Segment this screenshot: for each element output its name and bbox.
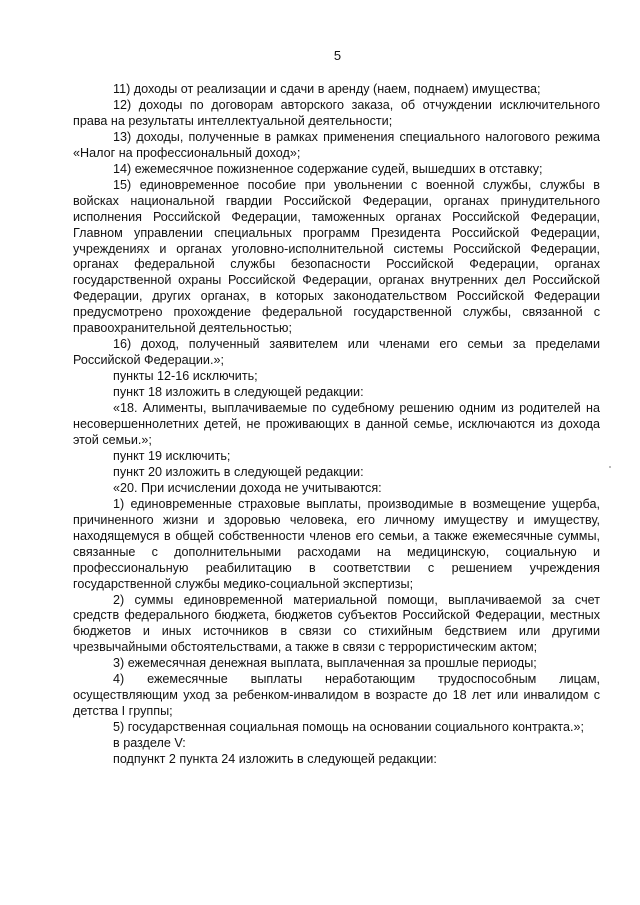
paragraph-subitem-4: 4) ежемесячные выплаты неработающим трудоспособным лицам, осуществляющим уход за ребенком-инвалидом в возрасте до 18 лет или инвалидом с детства I группы; [73, 672, 600, 719]
paragraph-section-v: в разделе V: [113, 736, 186, 751]
paragraph-subitem-5: 5) государственная социальная помощь на основании социального контракта.»; [113, 720, 585, 735]
paragraph-point-18-intro: пункт 18 изложить в следующей редакции: [113, 385, 364, 400]
paragraph-point-19: пункт 19 исключить; [113, 448, 231, 463]
paragraph-item-11: 11) доходы от реализации и сдачи в аренду (наем, поднаем) имущества; [113, 82, 541, 96]
paragraph-subitem-3: 3) ежемесячная денежная выплата, выплаченная за прошлые периоды; [113, 656, 537, 671]
paragraph-item-16: 16) доход, полученный заявителем или членами его семьи за пределами Российской Федерации.»; [73, 337, 600, 368]
paragraph-subpoint-2-point-24: подпункт 2 пункта 24 изложить в следующей редакции: [113, 752, 437, 767]
paragraph-item-15: 15) единовременное пособие при увольнении с военной службы, службы в войсках национальной гвардии Российской Федерации, органах принудительного исполнения Российской Федерации, таможенных органах Российской Федерации, Главном управлении специальных программ Президента Российской Федерации, учреждениях и органах уголовно-исполнительной системы Российской Федерации, органах федеральной службы безопасности Российской Федерации, органах государственной охраны Российской Федерации, органах внутренних дел Российской Федерации, других органах, в которых законодательством Российской Федерации предусмотрено прохождение федеральной государственной службы, связанной с правоохранительной деятельностью; [73, 177, 600, 336]
paragraph-point-20-intro: пункт 20 изложить в следующей редакции: [113, 464, 364, 479]
paragraph-item-12: 12) доходы по договорам авторского заказа, об отчуждении исключительного права на результаты интеллектуальной деятельности; [73, 97, 600, 128]
paragraph-points-12-16: пункты 12-16 исключить; [113, 369, 258, 384]
paragraph-subitem-2: 2) суммы единовременной материальной помощи, выплачиваемой за счет средств федерального бюджета, бюджетов субъектов Российской Федерации, местных бюджетов и иных источников в связи со стихийным бедствием или другими чрезвычайными обстоятельствами, а также в связи с террористическим актом; [73, 592, 600, 655]
page-number: 5 [333, 48, 342, 63]
paragraph-item-13: 13) доходы, полученные в рамках применения специального налогового режима «Налог на профессиональный доход»; [73, 129, 600, 160]
document-body [73, 74, 600, 768]
scan-mark [609, 466, 611, 468]
paragraph-point-18-text: «18. Алименты, выплачиваемые по судебному решению одним из родителей на несовершеннолетних детей, не проживающих в данной семье, исключаются из дохода этой семьи.»; [73, 401, 600, 447]
paragraph-point-20-text: «20. При исчислении дохода не учитываются: [113, 480, 382, 495]
paragraph-subitem-1: 1) единовременные страховые выплаты, производимые в возмещение ущерба, причиненного жизни и здоровью человека, его личному имуществу и имуществу, находящемуся в общей собственности членов его семьи, а также ежемесячные суммы, связанные с дополнительными расходами на медицинскую, социальную и профессиональную реабилитацию в соответствии с решением учреждения государственной службы медико-социальной экспертизы; [73, 496, 600, 591]
paragraph-item-14: 14) ежемесячное пожизненное содержание судей, вышедших в отставку; [113, 161, 543, 176]
